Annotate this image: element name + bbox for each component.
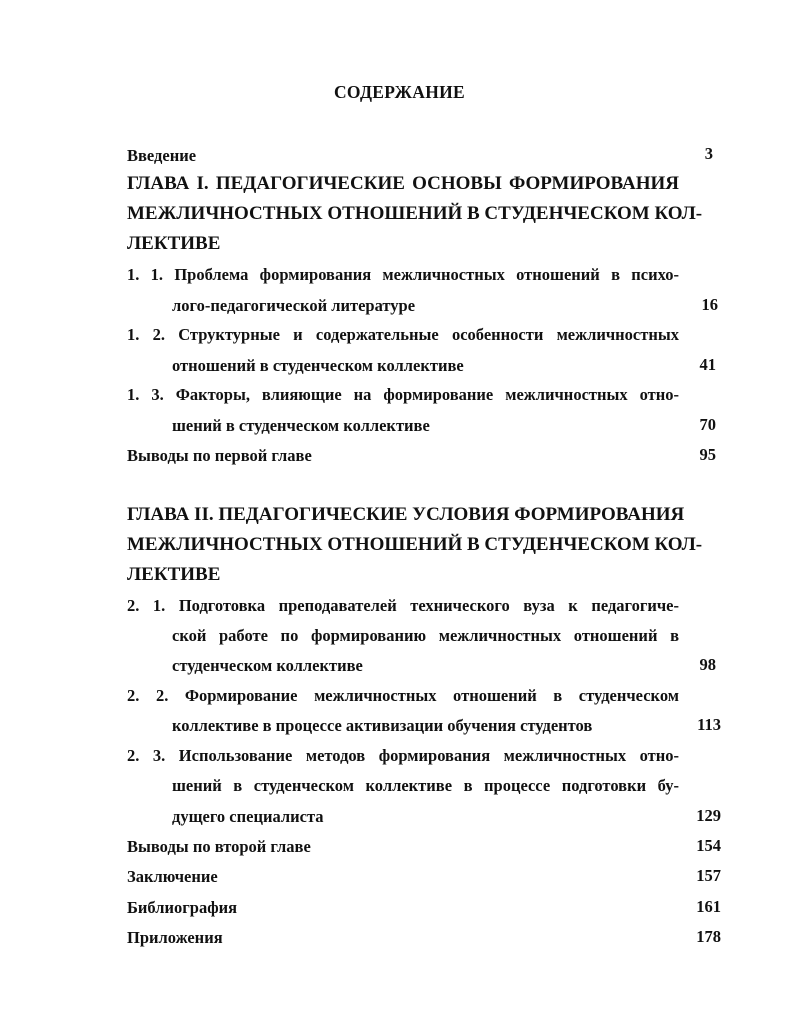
toc-chapter1-conclusions-label: Выводы по первой главе <box>127 446 312 465</box>
toc-bibliography-label: Библиография <box>127 898 238 917</box>
toc-section-1-1-line2: лого-педагогической литературе <box>172 296 416 315</box>
toc-section-1-2-line1: 1. 2. Структурные и содержательные особенности межличностных <box>127 325 679 344</box>
page-title: СОДЕРЖАНИЕ <box>333 82 465 102</box>
toc-section-1-2-line2: отношений в студенческом коллективе <box>172 356 464 375</box>
chapter2-heading-line2: МЕЖЛИЧНОСТНЫХ ОТНОШЕНИЙ В СТУДЕНЧЕСКОМ КОЛ- <box>127 534 703 555</box>
toc-appendices-page: 178 <box>696 927 721 946</box>
toc-section-2-1-line3: студенческом коллективе <box>172 656 363 675</box>
toc-chapter2-conclusions-label: Выводы по второй главе <box>127 837 311 856</box>
toc-section-2-3-line1: 2. 3. Использование методов формирования межличностных отно- <box>127 746 679 765</box>
chapter1-heading-line3: ЛЕКТИВЕ <box>127 233 221 254</box>
toc-section-1-3-line1: 1. 3. Факторы, влияющие на формирование межличностных отно- <box>127 385 679 404</box>
toc-section-2-2-line2: коллективе в процессе активизации обучения студентов <box>172 716 593 735</box>
toc-section-2-3-page: 129 <box>696 806 721 825</box>
toc-section-2-3-line2: шений в студенческом коллективе в процессе подготовки бу- <box>172 776 679 795</box>
toc-section-1-3-line2: шений в студенческом коллективе <box>172 416 430 435</box>
toc-intro-page: 3 <box>704 144 713 163</box>
toc-section-2-1-page: 98 <box>699 655 716 674</box>
toc-bibliography-page: 161 <box>696 897 721 916</box>
toc-section-2-2-line1: 2. 2. Формирование межличностных отношений в студенческом <box>127 686 679 705</box>
toc-section-2-2-page: 113 <box>697 715 721 734</box>
toc-conclusion-page: 157 <box>696 866 721 885</box>
toc-section-1-3-page: 70 <box>699 415 716 434</box>
toc-conclusion-label: Заключение <box>127 867 218 886</box>
toc-chapter2-conclusions-page: 154 <box>696 836 721 855</box>
toc-section-1-2-page: 41 <box>699 355 716 374</box>
toc-intro-label: Введение <box>127 146 197 165</box>
toc-section-2-1-line2: ской работе по формированию межличностных отношений в <box>172 626 679 645</box>
chapter1-heading-line1: ГЛАВА I. ПЕДАГОГИЧЕСКИЕ ОСНОВЫ ФОРМИРОВАНИЯ <box>127 173 679 194</box>
toc-section-1-1-page: 16 <box>701 295 718 314</box>
chapter2-heading-line3: ЛЕКТИВЕ <box>127 564 221 585</box>
toc-section-2-1-line1: 2. 1. Подготовка преподавателей технического вуза к педагогиче- <box>127 596 679 615</box>
toc-section-2-3-line3: дущего специалиста <box>172 807 324 826</box>
chapter2-heading-line1: ГЛАВА II. ПЕДАГОГИЧЕСКИЕ УСЛОВИЯ ФОРМИРОВАНИЯ <box>127 504 685 525</box>
toc-chapter1-conclusions-page: 95 <box>699 445 716 464</box>
toc-appendices-label: Приложения <box>127 928 223 947</box>
toc-section-1-1-line1: 1. 1. Проблема формирования межличностных отношений в психо- <box>127 265 679 284</box>
chapter1-heading-line2: МЕЖЛИЧНОСТНЫХ ОТНОШЕНИЙ В СТУДЕНЧЕСКОМ КОЛ- <box>127 203 703 224</box>
